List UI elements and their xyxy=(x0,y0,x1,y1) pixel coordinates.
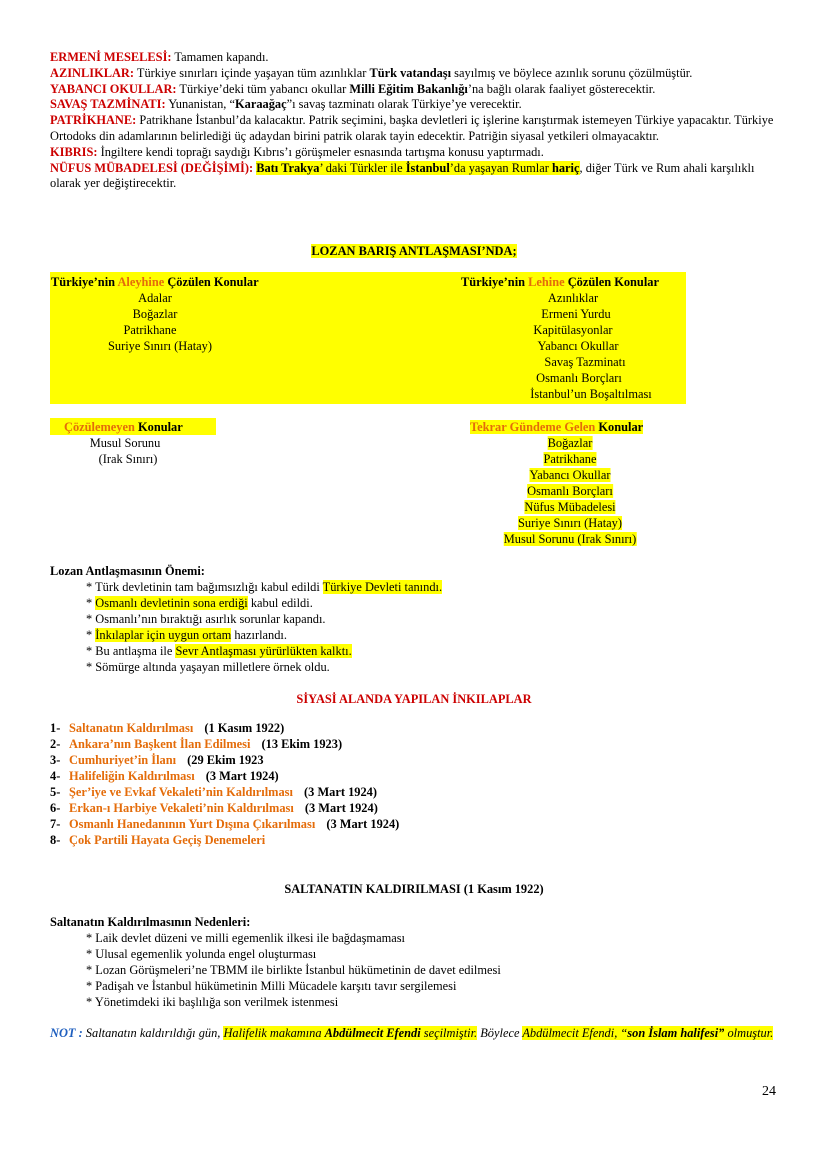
again-item xyxy=(518,516,622,532)
intro-text: Milli Eğitim Bakanlığı xyxy=(349,81,468,96)
again-item-text: Osmanlı Borçları xyxy=(527,484,613,498)
importance-title: Lozan Antlaşmasının Önemi: xyxy=(50,564,205,578)
favor-header-part: Türkiye’nin xyxy=(461,275,529,289)
intro-text: Patrikhane İstanbul’da kalacaktır. Patrik seçimini, başka devletleri iç işlerine karıştırmak istemeyen Türkiye yapacaktır. Türkiye Ortodoks din adamlarının belirlediği üç adaydan birini patrik olarak tayin edecektir. Patriğin siyasal yetkileri olmayacaktır. xyxy=(50,113,774,143)
note-text: seçilmiştir. xyxy=(420,1026,478,1040)
reform-name: Çok Partili Hayata Geçiş Denemeleri xyxy=(69,833,266,847)
against-item: Boğazlar xyxy=(132,307,178,321)
reform-number: 7- xyxy=(50,817,61,831)
reason-item: * Padişah ve İstanbul hükümetinin Milli Mücadele karşıtı tavır sergilemesi xyxy=(86,979,457,993)
against-header-part: Türkiye’nin xyxy=(51,275,118,289)
intro-paragraph xyxy=(50,82,780,98)
intro-text: sayılmış ve böylece azınlık sorunu çözülmüştür. xyxy=(451,65,693,80)
against-header-part: Çözülen Konular xyxy=(164,275,259,289)
unsolved-item: (Irak Sınırı) xyxy=(98,452,158,466)
reform-date: (3 Mart 1924) xyxy=(323,817,400,831)
importance-text: Osmanlı devletinin sona erdiği xyxy=(95,596,248,610)
importance-text: * xyxy=(86,628,96,642)
saltanat-title: SALTANATIN KALDIRILMASI (1 Kasım 1922) xyxy=(284,882,544,896)
intro-paragraph xyxy=(50,97,780,113)
against-item: Patrikhane xyxy=(123,323,177,337)
intro-paragraph xyxy=(50,113,780,145)
intro-text: hariç xyxy=(551,160,580,175)
favor-item: İstanbul’un Boşaltılması xyxy=(530,387,652,401)
again-item xyxy=(504,532,637,548)
intro-paragraph xyxy=(50,66,780,82)
reform-name: Cumhuriyet’in İlanı xyxy=(69,753,177,767)
intro-text: İstanbul xyxy=(405,160,450,175)
reform-name: Osmanlı Hanedanının Yurt Dışına Çıkarılması xyxy=(69,817,316,831)
intro-label: KIBRIS: xyxy=(50,144,98,159)
importance-text: * Türk devletinin tam bağımsızlığı kabul edildi xyxy=(86,580,323,594)
importance-item xyxy=(86,580,442,596)
importance-item xyxy=(86,612,442,628)
intro-label: ERMENİ MESELESİ: xyxy=(50,50,172,64)
again-item xyxy=(548,436,593,452)
importance-item xyxy=(86,660,442,676)
against-header-part: Aleyhine xyxy=(117,275,165,289)
reform-item xyxy=(50,753,399,769)
reforms-list xyxy=(50,721,399,849)
reform-date: (3 Mart 1924) xyxy=(300,785,377,799)
lozan-title: LOZAN BARIŞ ANTLAŞMASI’NDA; xyxy=(311,244,517,258)
note-text: Saltanatın kaldırıldığı gün, xyxy=(82,1026,224,1040)
intro-label: SAVAŞ TAZMİNATI: xyxy=(50,97,166,112)
reform-number: 2- xyxy=(50,737,61,751)
reason-item: * Laik devlet düzeni ve milli egemenlik ilkesi ile bağdaşmaması xyxy=(86,931,405,945)
favor-item: Savaş Tazminatı xyxy=(544,355,626,369)
reform-name: Halifeliğin Kaldırılması xyxy=(69,769,195,783)
against-item: Adalar xyxy=(138,291,172,305)
again-header-highlight xyxy=(470,420,643,434)
intro-text: Tamamen kapandı. xyxy=(171,50,269,64)
favor-header-part: Çözülen Konular xyxy=(564,275,659,289)
intro-text: ’na bağlı olarak faaliyet gösterecektir. xyxy=(467,81,656,96)
favor-item: Yabancı Okullar xyxy=(537,339,619,353)
again-header-part: Konular xyxy=(595,420,644,434)
reform-date: (3 Mart 1924) xyxy=(301,801,378,815)
importance-list xyxy=(86,580,442,676)
again-item xyxy=(524,500,615,516)
note-label: NOT : xyxy=(50,1026,83,1040)
again-item xyxy=(544,452,597,468)
again-item-text: Musul Sorunu (Irak Sınırı) xyxy=(503,532,637,546)
intro-label: NÜFUS MÜBADELESİ (DEĞİŞİMİ): xyxy=(50,160,254,175)
reform-item xyxy=(50,801,399,817)
again-item-text: Patrikhane xyxy=(543,452,597,466)
unsolved-header-part: Çözülemeyen xyxy=(64,420,135,434)
reasons-title: Saltanatın Kaldırılmasının Nedenleri: xyxy=(50,915,251,929)
reasons-list xyxy=(86,931,501,1011)
reform-item xyxy=(50,817,399,833)
unsolved-header-part: Konular xyxy=(134,420,183,434)
importance-text: * xyxy=(86,596,96,610)
reform-date: (13 Ekim 1923) xyxy=(258,737,343,751)
favor-item: Osmanlı Borçları xyxy=(536,371,622,385)
importance-text: hazırlandı. xyxy=(231,628,287,642)
importance-text: * Sömürge altında yaşayan milletlere örnek oldu. xyxy=(86,660,330,674)
note-text: olmuştur. xyxy=(724,1026,774,1040)
unsolved-item: Musul Sorunu xyxy=(89,436,161,450)
again-header-part: Tekrar Gündeme Gelen xyxy=(470,420,596,434)
importance-text: * Bu antlaşma ile xyxy=(86,644,176,658)
reform-name: Ankara’nın Başkent İlan Edilmesi xyxy=(69,737,251,751)
again-item-text: Boğazlar xyxy=(547,436,593,450)
reason-item: * Yönetimdeki iki başlılığa son verilmek istenmesi xyxy=(86,995,339,1009)
importance-item xyxy=(86,644,442,660)
favor-header xyxy=(461,275,659,291)
reform-date: (1 Kasım 1922) xyxy=(201,721,285,735)
intro-text: İngiltere kendi toprağı saydığı Kıbrıs’ı görüşmeler esnasında tartışma konusu yaptırmadı. xyxy=(97,144,544,159)
reform-name: Şer’iye ve Evkaf Vekaleti’nin Kaldırılması xyxy=(69,785,293,799)
against-item: Suriye Sınırı (Hatay) xyxy=(108,339,212,353)
intro-text: Karaağaç xyxy=(234,97,287,112)
reforms-title: SİYASİ ALANDA YAPILAN İNKILAPLAR xyxy=(296,692,532,706)
favor-header-part: Lehine xyxy=(528,275,565,289)
against-header xyxy=(51,275,259,291)
intro-label: YABANCI OKULLAR: xyxy=(50,81,177,96)
reform-number: 3- xyxy=(50,753,61,767)
again-item-text: Yabancı Okullar xyxy=(529,468,611,482)
intro-text: , diğer Türk ve Rum ahali karşılıklı olarak yer değiştirecektir. xyxy=(50,160,755,191)
note-text: son İslam halifesi” xyxy=(627,1026,725,1040)
reform-number: 6- xyxy=(50,801,61,815)
intro-label: AZINLIKLAR: xyxy=(50,65,134,80)
again-item-text: Nüfus Mübadelesi xyxy=(524,500,616,514)
reform-item xyxy=(50,785,399,801)
intro-text: Türkiye sınırları içinde yaşayan tüm azınlıklar xyxy=(134,65,370,80)
reform-date: (29 Ekim 1923 xyxy=(184,753,264,767)
intro-section xyxy=(50,50,780,192)
again-header xyxy=(470,420,643,436)
reform-number: 1- xyxy=(50,721,61,735)
reason-item: * Lozan Görüşmeleri’ne TBMM ile birlikte İstanbul hükümetinin de davet edilmesi xyxy=(86,963,501,977)
intro-text: Batı Trakya xyxy=(256,160,320,175)
intro-text: Türkiye’deki tüm yabancı okullar xyxy=(176,81,350,96)
intro-text: Türk vatandaşı xyxy=(369,65,452,80)
reform-number: 8- xyxy=(50,833,61,847)
unsolved-header xyxy=(64,420,183,436)
note-paragraph xyxy=(50,1025,775,1042)
reason-item: * Ulusal egemenlik yolunda engel oluşturması xyxy=(86,947,317,961)
again-item xyxy=(530,468,611,484)
importance-text: İnkılaplar için uygun ortam xyxy=(95,628,232,642)
intro-text: ’da yaşayan Rumlar xyxy=(449,160,552,175)
reform-item xyxy=(50,721,399,737)
intro-text: Yunanistan, “ xyxy=(165,97,235,112)
again-item-text: Suriye Sınırı (Hatay) xyxy=(518,516,622,530)
note-text: Abdülmecit Efendi xyxy=(324,1026,421,1040)
favor-item: Kapitülasyonlar xyxy=(533,323,613,337)
importance-item xyxy=(86,628,442,644)
reform-item xyxy=(50,833,399,849)
intro-label: PATRİKHANE: xyxy=(50,113,137,128)
reform-date: (3 Mart 1924) xyxy=(202,769,279,783)
importance-item xyxy=(86,596,442,612)
importance-text: Türkiye Devleti tanındı. xyxy=(322,580,443,594)
intro-text: ’ daki Türkler ile xyxy=(319,160,406,175)
favor-item: Azınlıklar xyxy=(547,291,599,305)
importance-text: kabul edildi. xyxy=(247,596,313,610)
page-number: 24 xyxy=(762,1084,776,1099)
note-text: Böylece xyxy=(477,1026,523,1040)
intro-paragraph xyxy=(50,161,780,193)
again-item xyxy=(527,484,613,500)
reform-name: Saltanatın Kaldırılması xyxy=(69,721,194,735)
reform-name: Erkan-ı Harbiye Vekaleti’nin Kaldırılması xyxy=(69,801,294,815)
reform-item xyxy=(50,769,399,785)
intro-paragraph xyxy=(50,145,780,161)
importance-text: * Osmanlı’nın bıraktığı asırlık sorunlar kapandı. xyxy=(86,612,326,626)
reform-number: 5- xyxy=(50,785,61,799)
favor-item: Ermeni Yurdu xyxy=(541,307,611,321)
intro-text: ”ı savaş tazminatı olarak Türkiye’ye verecektir. xyxy=(286,97,522,112)
reform-number: 4- xyxy=(50,769,61,783)
reform-item xyxy=(50,737,399,753)
intro-paragraph xyxy=(50,50,780,66)
note-text: Halifelik makamına xyxy=(223,1026,325,1040)
importance-text: Sevr Antlaşması yürürlükten kalktı. xyxy=(175,644,352,658)
note-text: Abdülmecit Efendi, “ xyxy=(522,1026,628,1040)
